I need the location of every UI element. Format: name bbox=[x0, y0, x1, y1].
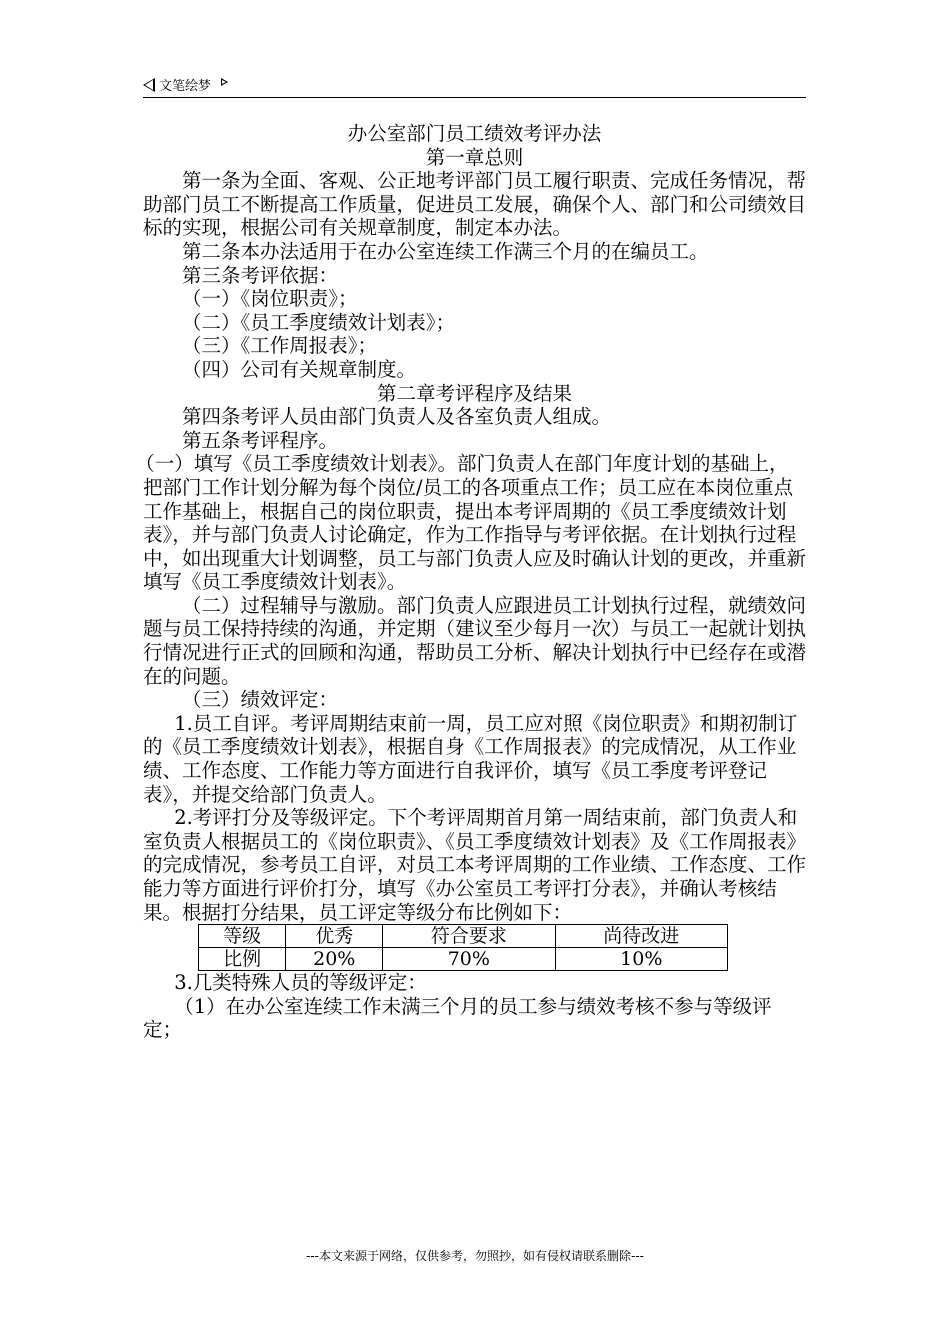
basis-item: （一）《岗位职责》； bbox=[182, 287, 358, 311]
table-cell: 优秀 bbox=[286, 925, 383, 948]
table-cell: 比例 bbox=[199, 948, 286, 971]
chapter-heading-1: 第一章总则 bbox=[425, 145, 524, 169]
article-1: 第一条为全面、客观、公正地考评部门员工履行职责、完成任务情况，帮助部门员工不断提高工作质量，促进员工发展，确保个人、部门和公司绩效目标的实现，根据公司有关规章制度，制定本办法。 bbox=[143, 169, 807, 240]
table-cell: 20% bbox=[286, 948, 383, 971]
evaluation-item-1: 1.员工自评。考评周期结束前一周，员工应对照《岗位职责》和期初制订的《员工季度绩效计划表》，根据自身《工作周报表》的完成情况，从工作业绩、工作态度、工作能力等方面进行自我评价，填写《员工季度考评登记表》，并提交给部门负责人。 bbox=[143, 711, 798, 806]
table-cell: 符合要求 bbox=[383, 925, 555, 948]
table-cell: 等级 bbox=[199, 925, 286, 948]
triangle-left-icon bbox=[143, 78, 155, 92]
grade-distribution-table bbox=[198, 924, 728, 971]
triangle-right-icon bbox=[221, 78, 228, 86]
table-cell: 70% bbox=[383, 948, 555, 971]
article-3: 第三条考评依据： bbox=[182, 263, 339, 287]
document-title: 办公室部门员工绩效考评办法 bbox=[347, 122, 602, 145]
table-cell: 尚待改进 bbox=[555, 925, 727, 948]
page-header bbox=[143, 75, 806, 97]
evaluation-item-3: 3.几类特殊人员的等级评定： bbox=[174, 971, 427, 995]
basis-item: （三）《工作周报表》； bbox=[182, 334, 378, 358]
table-row bbox=[199, 948, 728, 971]
basis-item: （四）公司有关规章制度。 bbox=[182, 357, 417, 381]
table-row bbox=[199, 925, 728, 948]
basis-item: （二）《员工季度绩效计划表》； bbox=[182, 310, 456, 334]
page-footer: ---本文来源于网络，仅供参考，勿照抄，如有侵权请联系删除--- bbox=[306, 1249, 644, 1263]
brand bbox=[143, 75, 806, 94]
document-body bbox=[135, 122, 807, 1042]
article-2: 第二条本办法适用于在办公室连续工作满三个月的在编员工。 bbox=[182, 239, 709, 263]
article-5: 第五条考评程序。 bbox=[182, 428, 339, 452]
evaluation-item-3-1: （1）在办公室连续工作未满三个月的员工参与绩效考核不参与等级评定； bbox=[143, 994, 772, 1042]
procedure-step-2: （二）过程辅导与激励。部门负责人应跟进员工计划执行过程，就绩效问题与员工保持持续的沟通，并定期（建议至少每月一次）与员工一起就计划执行情况进行正式的回顾和沟通，帮助员工分析、解决计划执行中已经存在或潜在的问题。 bbox=[143, 593, 807, 688]
article-4: 第四条考评人员由部门负责人及各室负责人组成。 bbox=[182, 405, 612, 429]
evaluation-item-2: 2.考评打分及等级评定。下个考评周期首月第一周结束前，部门负责人和室负责人根据员工的《岗位职责》、《员工季度绩效计划表》及《工作周报表》的完成情况，参考员工自评，对员工本考评周期的工作业绩、工作态度、工作能力等方面进行评价打分，填写《办公室员工考评打分表》，并确认考核结果。根据打分结果，员工评定等级分布比例如下： bbox=[143, 806, 807, 924]
procedure-step-3: （三）绩效评定： bbox=[182, 688, 339, 712]
table-cell: 10% bbox=[555, 948, 727, 971]
header-divider bbox=[143, 97, 806, 98]
chapter-heading-2: 第二章考评程序及结果 bbox=[376, 381, 572, 405]
procedure-step-1: （一）填写《员工季度绩效计划表》。部门负责人在部门年度计划的基础上，把部门工作计划分解为每个岗位/员工的各项重点工作；员工应在本岗位重点工作基础上，根据自己的岗位职责，提出本考评周期的《员工季度绩效计划表》，并与部门负责人讨论确定，作为工作指导与考评依据。在计划执行过程中，如出现重大计划调整，员工与部门负责人应及时确认计划的更改，并重新填写《员工季度绩效计划表》。 bbox=[135, 452, 807, 594]
brand-name: 文笔绘梦 bbox=[159, 79, 212, 94]
